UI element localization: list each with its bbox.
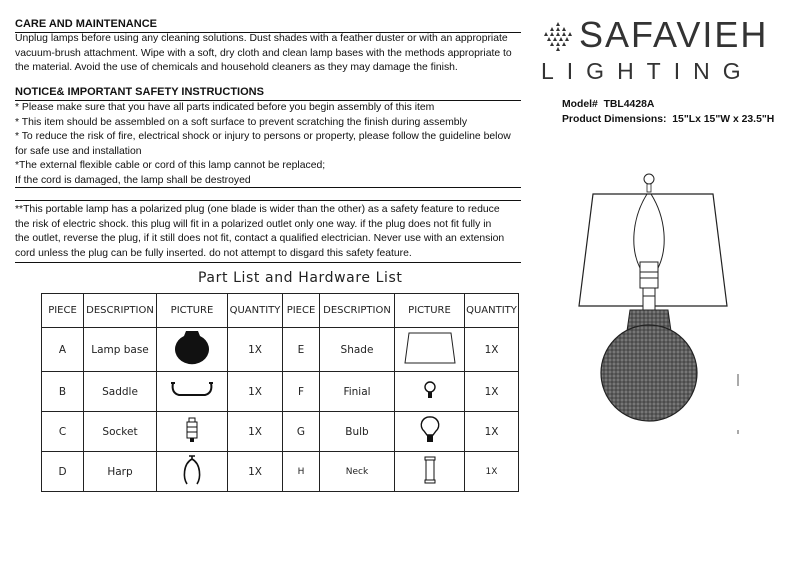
brand-name: SAFAVIEH (579, 14, 769, 55)
picture-cell (157, 412, 228, 452)
picture-cell (395, 452, 465, 492)
piece-cell: F (283, 372, 320, 412)
plug-line: **This portable lamp has a polarized plug (one blade is wider than the other) as a safety feature to reduce (15, 204, 500, 215)
saddle-icon (169, 392, 215, 404)
notice-line: * To reduce the risk of fire, electrical shock or injury to persons or property, please follow the guideline below (15, 131, 511, 143)
header-piece: PIECE (42, 294, 84, 328)
description-cell: Socket (84, 412, 157, 452)
description-cell: Neck (320, 452, 395, 492)
notice-line: * This item should be assembled on a soft surface to prevent scratching the finish during assembly (15, 116, 468, 128)
header-quantity: QUANTITY (228, 294, 283, 328)
model-label: Model# (562, 99, 598, 110)
piece-cell: E (283, 328, 320, 372)
notice-bottom-rule (15, 187, 521, 188)
table-row (42, 328, 519, 372)
care-line: Unplug lamps before using any cleaning solutions. Dust shades with a feather duster or with an appropriate (15, 33, 508, 44)
description-cell: Lamp base (84, 328, 157, 372)
lamp-base-icon (170, 358, 214, 370)
care-line: the material. Avoid the use of chemicals and household cleaners as they may damage the finish. (15, 62, 458, 74)
chandelier-logo-icon (541, 20, 575, 52)
description-cell: Saddle (84, 372, 157, 412)
header-piece: PIECE (283, 294, 320, 328)
quantity-cell: 1X (465, 452, 519, 492)
neck-icon (423, 475, 437, 487)
description-cell: Bulb (320, 412, 395, 452)
plug-paragraph (15, 203, 545, 261)
quantity-cell: 1X (228, 372, 283, 412)
picture-cell (157, 452, 228, 492)
model-number: TBL4428A (603, 99, 655, 110)
quantity-cell: 1X (465, 412, 519, 452)
notice-line: for safe use and installation (15, 145, 142, 157)
description-cell: Harp (84, 452, 157, 492)
table-row (42, 452, 519, 492)
bulb-icon (420, 436, 440, 448)
shade-icon (403, 356, 457, 368)
piece-cell: B (42, 372, 84, 412)
table-row (42, 412, 519, 452)
lamp-illustration (570, 168, 806, 438)
picture-cell (395, 412, 465, 452)
plug-line: the risk of electric shock. this plug will fit in a polarized outlet only one way. if the plug does not fit fully in (15, 218, 492, 230)
picture-cell (157, 328, 228, 372)
description-cell: Finial (320, 372, 395, 412)
parts-title: Part List and Hardware List (198, 270, 403, 286)
care-line: vacuum-brush attachment. Wipe with a soft, dry cloth and clean lamp bases with the methods appropriate to (15, 47, 512, 59)
piece-cell: C (42, 412, 84, 452)
notice-line: * Please make sure that you have all parts indicated before you begin assembly of this item (15, 102, 435, 113)
plug-bottom-rule (15, 262, 521, 263)
header-description: DESCRIPTION (320, 294, 395, 328)
quantity-cell: 1X (465, 372, 519, 412)
socket-icon (185, 434, 199, 446)
header-picture: PICTURE (157, 294, 228, 328)
quantity-cell: 1X (465, 328, 519, 372)
model-line (562, 98, 654, 112)
table-row (42, 372, 519, 412)
header-picture: PICTURE (395, 294, 465, 328)
header-quantity: QUANTITY (465, 294, 519, 328)
description-cell: Shade (320, 328, 395, 372)
header-description: DESCRIPTION (84, 294, 157, 328)
plug-top-rule (15, 200, 521, 201)
parts-header-row (42, 294, 519, 328)
dimensions-line (562, 113, 774, 127)
notice-line: *The external flexible cable or cord of this lamp cannot be replaced; (15, 160, 326, 172)
notice-line: If the cord is damaged, the lamp shall be destroyed (15, 174, 251, 186)
harp-icon (181, 477, 203, 489)
finial-icon (423, 390, 437, 402)
picture-cell (395, 328, 465, 372)
piece-cell: A (42, 328, 84, 372)
quantity-cell: 1X (228, 412, 283, 452)
quantity-cell: 1X (228, 328, 283, 372)
parts-table (41, 293, 519, 492)
brand-sub: LIGHTING (541, 58, 754, 84)
picture-cell (157, 372, 228, 412)
dimensions-label: Product Dimensions: (562, 114, 667, 125)
dimensions-value: 15"Lx 15"W x 23.5"H (672, 114, 775, 125)
care-paragraph (15, 32, 535, 76)
piece-cell: D (42, 452, 84, 492)
care-title: CARE AND MAINTENANCE (15, 18, 157, 30)
notice-paragraph (15, 101, 545, 189)
picture-cell (395, 372, 465, 412)
notice-title: NOTICE& IMPORTANT SAFETY INSTRUCTIONS (15, 86, 264, 98)
piece-cell: G (283, 412, 320, 452)
quantity-cell: 1X (228, 452, 283, 492)
plug-line: cord unless the plug can be fully inserted. do not attempt to disgard this safety feature. (15, 247, 412, 259)
plug-line: the outlet, reverse the plug, if it still does not fit, contact a qualified electrician. Never use with an extension (15, 233, 505, 245)
piece-cell: H (283, 452, 320, 492)
